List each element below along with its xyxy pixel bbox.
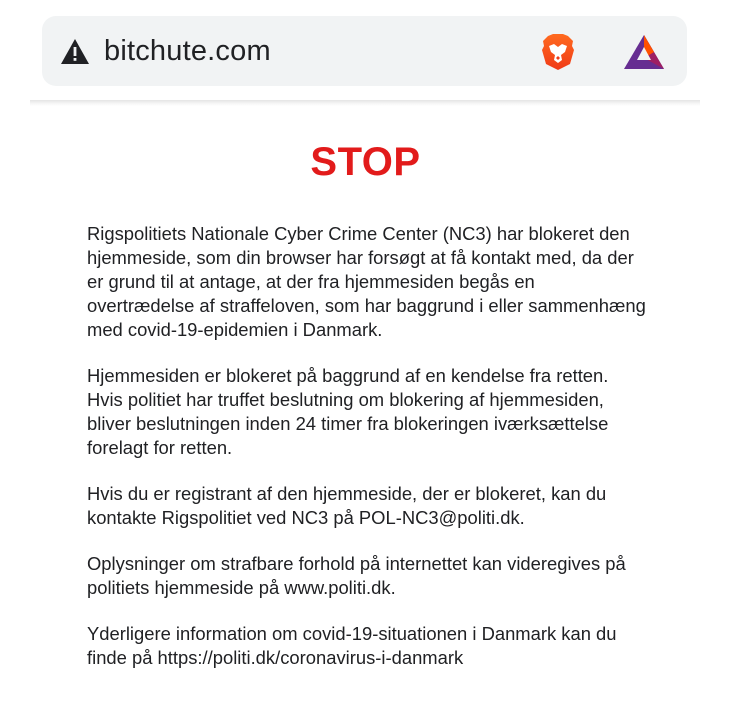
toolbar-divider	[30, 100, 700, 106]
notice-paragraph: Yderligere information om covid-19-situationen i Danmark kan du finde på https://politi.dk/coronavirus-i-danmark	[87, 623, 617, 668]
brave-lion-icon[interactable]	[540, 33, 576, 71]
bat-rewards-icon[interactable]	[622, 33, 666, 71]
address-bar[interactable]	[42, 16, 687, 86]
block-notice	[87, 222, 647, 692]
notice-paragraph: Rigspolitiets Nationale Cyber Crime Center (NC3) har blokeret den hjemmeside, som din browser har forsøgt at få kontakt med, da der er grund til at antage, at der fra hjemmesiden begås en overtrædelse af straffeloven, som har baggrund i eller sammenhæng med covid-19-epidemien i Danmark.	[87, 223, 646, 340]
notice-paragraph: Oplysninger om strafbare forhold på internettet kan videregives på politiets hjemmeside på www.politi.dk.	[87, 553, 626, 598]
page-title: STOP	[310, 140, 421, 184]
url-text[interactable]: bitchute.com	[104, 35, 271, 67]
warning-triangle-icon[interactable]	[60, 38, 90, 65]
notice-paragraph: Hvis du er registrant af den hjemmeside, der er blokeret, kan du kontakte Rigspolitiet ved NC3 på POL-NC3@politi.dk.	[87, 483, 607, 528]
notice-paragraph: Hjemmesiden er blokeret på baggrund af en kendelse fra retten. Hvis politiet har truffet beslutning om blokering af hjemmesiden, bliver beslutningen inden 24 timer fra blokeringen iværksættelse forelagt for retten.	[87, 365, 609, 458]
